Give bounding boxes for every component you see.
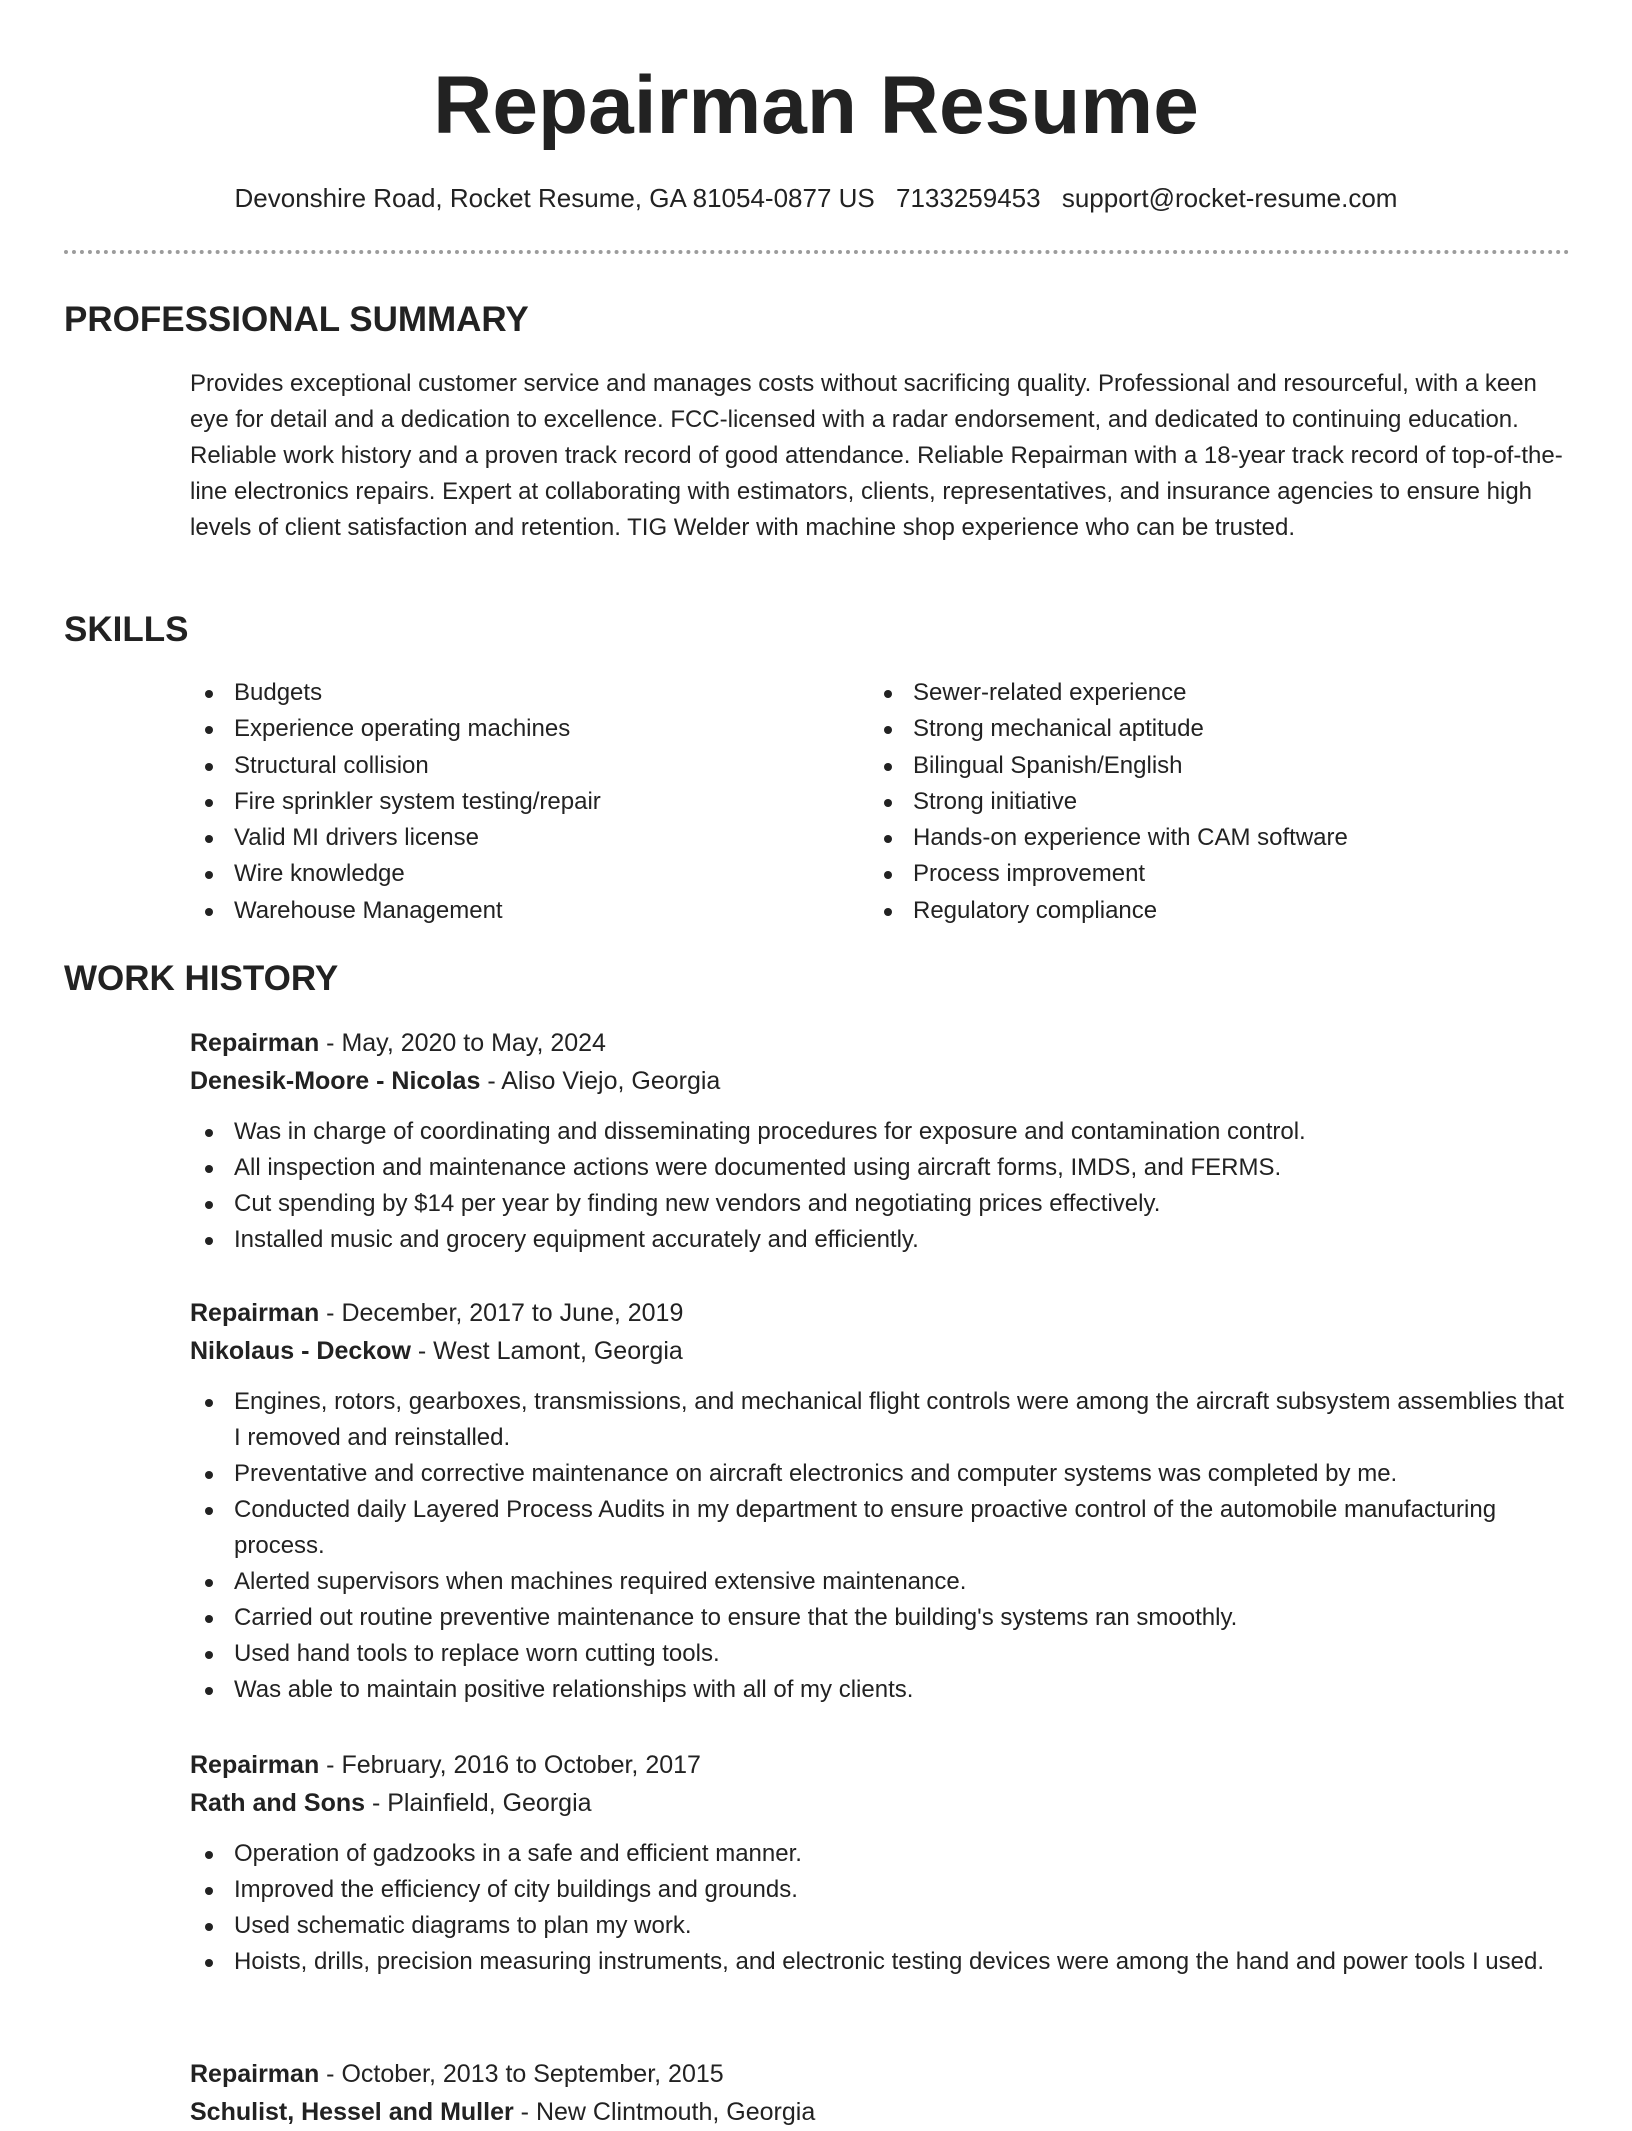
summary-text: Provides exceptional customer service and manages costs without sacrificing quality. Professional and resourceful, with a keen eye for detail and a dedication to excellence. FCC-licensed with a radar endorsement, and dedicated to continuing education. Reliable work history and a proven track record of good attendance. Reliable Repairman with a 18-year track record of top-of-the-line electronics repairs. Expert at collaborating with estimators, clients, representatives, and insurance agencies to ensure high levels of client satisfaction and retention. TIG Welder with machine shop experience who can be trusted. <box>190 370 1563 541</box>
job-location: - Aliso Viejo, Georgia <box>487 1067 721 1095</box>
job-company-line <box>190 2093 1572 2131</box>
resume-title: Repairman Resume <box>433 60 1199 151</box>
skill-item: Fire sprinkler system testing/repair <box>190 784 830 820</box>
job-title: Repairman <box>190 1029 320 1057</box>
contact-email: support@rocket-resume.com <box>1061 183 1398 213</box>
contact-phone: 7133259453 <box>896 183 1041 213</box>
job-bullet: Preventative and corrective maintenance on aircraft electronics and computer systems was completed by me. <box>190 1456 1572 1492</box>
job-bullet: Cut spending by $14 per year by finding new vendors and negotiating prices effectively. <box>190 1186 1572 1222</box>
job-company-line <box>190 1062 1572 1100</box>
job-bullet: Installed music and grocery equipment accurately and efficiently. <box>190 1222 1572 1258</box>
job-location: - New Clintmouth, Georgia <box>520 2098 816 2126</box>
job-bullets <box>190 1384 1572 1708</box>
skill-item: Experience operating machines <box>190 711 830 747</box>
job-bullet: Alerted supervisors when machines required extensive maintenance. <box>190 1564 1572 1600</box>
skill-item: Hands-on experience with CAM software <box>869 820 1569 856</box>
job-title-line <box>190 2055 1572 2093</box>
job-title-line <box>190 1024 1572 1062</box>
job-dates: - December, 2017 to June, 2019 <box>326 1299 684 1327</box>
job-entry <box>190 1294 1572 1708</box>
skill-item: Strong initiative <box>869 784 1569 820</box>
skills-list-right <box>869 675 1569 929</box>
job-bullets <box>190 1114 1572 1258</box>
job-dates: - February, 2016 to October, 2017 <box>326 1751 701 1779</box>
skill-item: Regulatory compliance <box>869 893 1569 929</box>
skill-item: Wire knowledge <box>190 856 830 892</box>
skill-item: Sewer-related experience <box>869 675 1569 711</box>
job-entry <box>190 2055 1572 2131</box>
job-dates: - October, 2013 to September, 2015 <box>326 2060 724 2088</box>
job-title-line <box>190 1746 1572 1784</box>
job-bullet: All inspection and maintenance actions were documented using aircraft forms, IMDS, and FERMS. <box>190 1150 1572 1186</box>
skill-item: Warehouse Management <box>190 893 830 929</box>
job-bullet: Used schematic diagrams to plan my work. <box>190 1908 1572 1944</box>
summary-heading: PROFESSIONAL SUMMARY <box>64 300 529 339</box>
skill-item: Valid MI drivers license <box>190 820 830 856</box>
job-location: - West Lamont, Georgia <box>417 1337 683 1365</box>
job-bullet: Engines, rotors, gearboxes, transmissions, and mechanical flight controls were among the aircraft subsystem assemblies that I removed and reinstalled. <box>190 1384 1572 1456</box>
skill-item: Structural collision <box>190 748 830 784</box>
job-bullet: Carried out routine preventive maintenance to ensure that the building's systems ran smoothly. <box>190 1600 1572 1636</box>
job-location: - Plainfield, Georgia <box>371 1789 592 1817</box>
job-company: Schulist, Hessel and Muller <box>190 2098 514 2126</box>
job-bullet: Hoists, drills, precision measuring instruments, and electronic testing devices were among the hand and power tools I used. <box>190 1944 1572 1980</box>
job-bullet: Was in charge of coordinating and disseminating procedures for exposure and contamination control. <box>190 1114 1572 1150</box>
skills-heading: SKILLS <box>64 610 189 649</box>
skill-item: Bilingual Spanish/English <box>869 748 1569 784</box>
job-entry <box>190 1024 1572 1258</box>
skill-item: Strong mechanical aptitude <box>869 711 1569 747</box>
job-title: Repairman <box>190 2060 320 2088</box>
job-bullet: Conducted daily Layered Process Audits in my department to ensure proactive control of the automobile manufacturing process. <box>190 1492 1572 1564</box>
skills-list-left <box>190 675 830 929</box>
job-company: Nikolaus - Deckow <box>190 1337 411 1365</box>
contact-line <box>0 180 1632 216</box>
job-entry <box>190 1746 1572 1980</box>
job-bullet: Operation of gadzooks in a safe and efficient manner. <box>190 1836 1572 1872</box>
contact-address: Devonshire Road, Rocket Resume, GA 81054-0877 US <box>234 183 875 213</box>
job-bullets <box>190 1836 1572 1980</box>
job-dates: - May, 2020 to May, 2024 <box>326 1029 606 1057</box>
job-title: Repairman <box>190 1299 320 1327</box>
work-history-heading: WORK HISTORY <box>64 959 339 998</box>
job-bullet: Was able to maintain positive relationships with all of my clients. <box>190 1672 1572 1708</box>
skill-item: Budgets <box>190 675 830 711</box>
header-divider <box>64 250 1570 254</box>
job-title-line <box>190 1294 1572 1332</box>
job-company-line <box>190 1332 1572 1370</box>
job-company-line <box>190 1784 1572 1822</box>
skill-item: Process improvement <box>869 856 1569 892</box>
job-bullet: Improved the efficiency of city buildings and grounds. <box>190 1872 1572 1908</box>
job-title: Repairman <box>190 1751 320 1779</box>
job-company: Rath and Sons <box>190 1789 366 1817</box>
job-company: Denesik-Moore - Nicolas <box>190 1067 481 1095</box>
job-bullet: Used hand tools to replace worn cutting tools. <box>190 1636 1572 1672</box>
